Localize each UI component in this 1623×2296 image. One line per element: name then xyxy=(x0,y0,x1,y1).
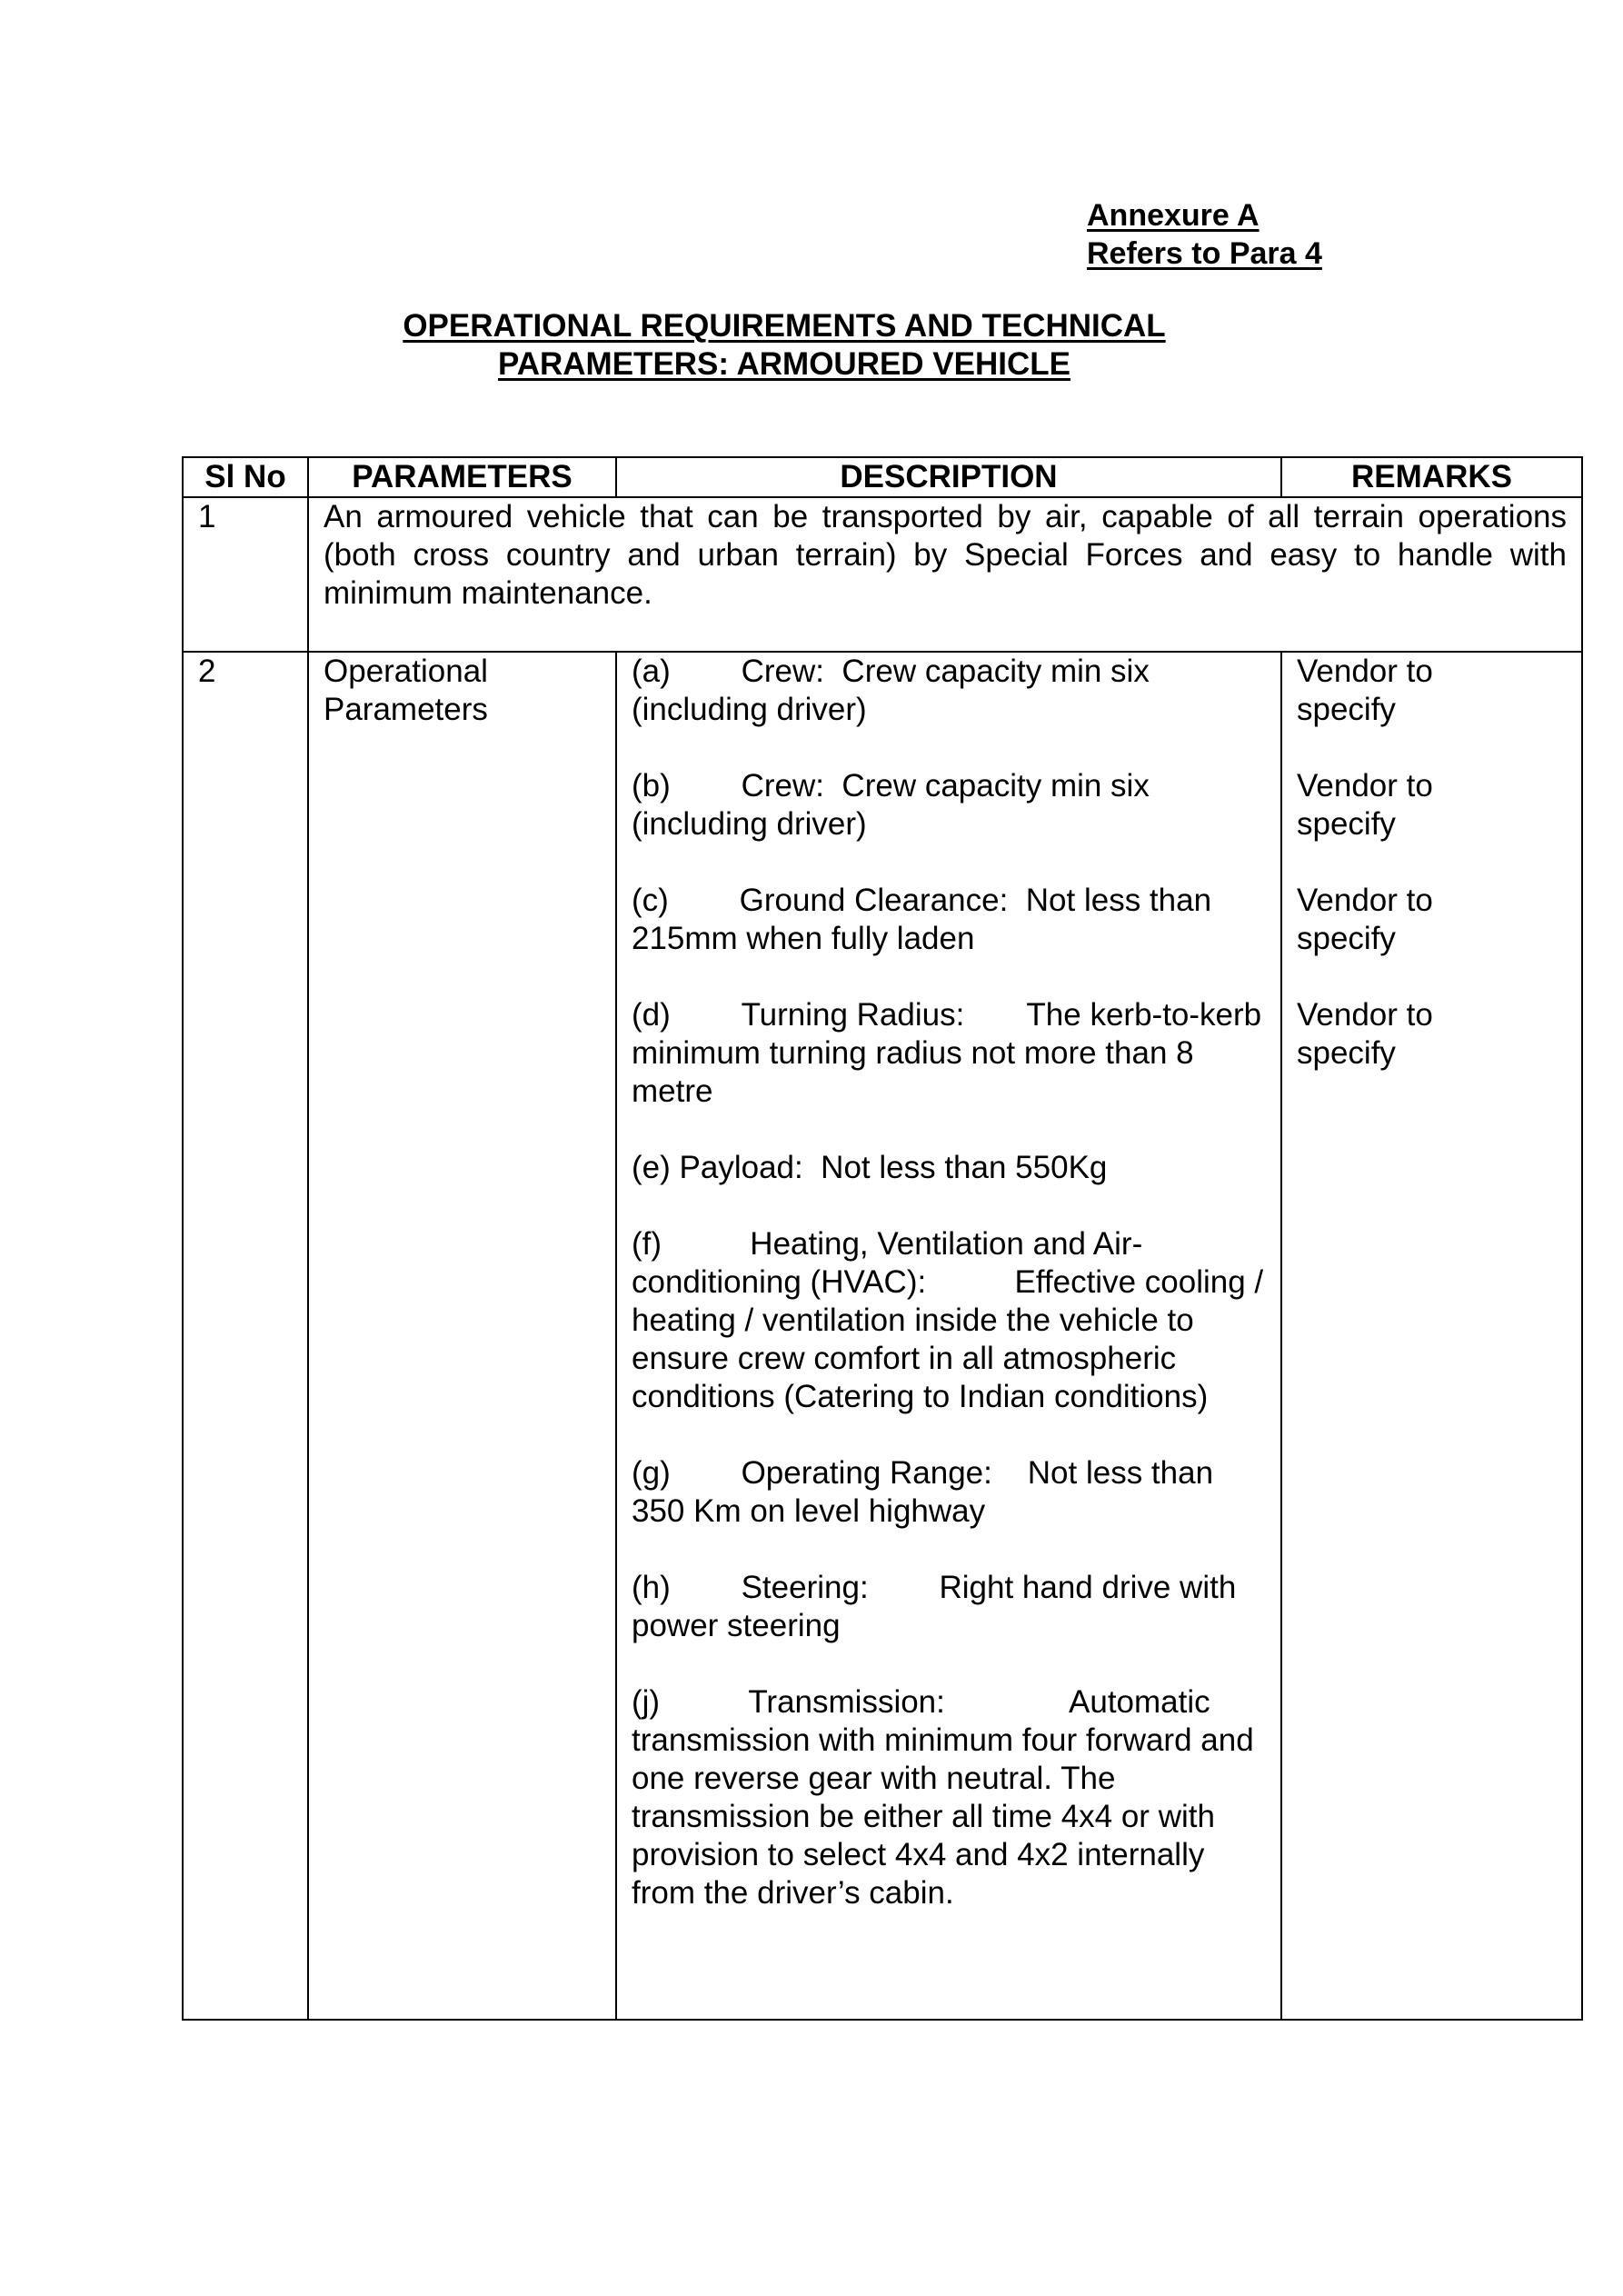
item-text: Operating Range: Not less than 350 Km on level highway xyxy=(632,1455,1214,1529)
description-item xyxy=(632,1569,1266,1645)
item-label: (a) xyxy=(632,654,671,689)
row1-sl-no: 1 xyxy=(183,497,308,652)
remark-item: Vendor to specify xyxy=(1297,654,1433,727)
header-parameters: PARAMETERS xyxy=(308,457,616,497)
document-title-line2: PARAMETERS: ARMOURED VEHICLE xyxy=(497,346,1071,382)
item-text: Turning Radius: The kerb-to-kerb minimum turning radius not more than 8 metre xyxy=(632,997,1262,1109)
item-label: (b) xyxy=(632,768,671,804)
remark-item: Vendor to specify xyxy=(1297,768,1433,842)
para-reference: Refers to Para 4 xyxy=(1087,236,1322,271)
remark-item: Vendor to specify xyxy=(1297,883,1433,956)
item-text: Crew: Crew capacity min six (including driver) xyxy=(632,768,1150,842)
item-label: (j) xyxy=(632,1684,661,1720)
item-text: Ground Clearance: Not less than 215mm when fully laden xyxy=(632,883,1212,956)
row2-description xyxy=(616,652,1281,2020)
description-item xyxy=(632,767,1266,844)
description-item xyxy=(632,1683,1266,1912)
description-item xyxy=(632,1149,1266,1187)
item-text: Payload: Not less than 550Kg xyxy=(679,1150,1108,1185)
table-header-row xyxy=(183,457,1582,497)
header-sl-no: Sl No xyxy=(183,457,308,497)
item-label: (e) xyxy=(632,1150,671,1185)
item-text: Heating, Ventilation and Air-conditioning (HVAC): Effective cooling / heating / ventilation inside the vehicle to ensure crew comfort in all atmospheric conditions (Catering to Indian conditions) xyxy=(632,1226,1264,1414)
document-title-line1: OPERATIONAL REQUIREMENTS AND TECHNICAL xyxy=(403,308,1166,344)
annexure-label: Annexure A xyxy=(1087,198,1260,233)
item-label: (f) xyxy=(632,1226,662,1262)
item-label: (h) xyxy=(632,1570,671,1605)
item-text: Steering: Right hand drive with power steering xyxy=(632,1570,1237,1643)
description-item xyxy=(632,1225,1266,1416)
header-remarks: REMARKS xyxy=(1281,457,1582,497)
header-description: DESCRIPTION xyxy=(616,457,1281,497)
row2-parameter-line1: Operational xyxy=(324,654,488,689)
item-label: (g) xyxy=(632,1455,671,1491)
table-row xyxy=(183,497,1582,652)
row1-intro-text: An armoured vehicle that can be transported by air, capable of all terrain operations (both cross country and urban terrain) by Special Forces and easy to handle with minimum maintenance. xyxy=(308,497,1582,652)
row2-parameter xyxy=(308,652,616,2020)
parameters-table xyxy=(182,456,1583,2021)
table-row xyxy=(183,652,1582,2020)
item-label: (d) xyxy=(632,997,671,1033)
annexure-reference xyxy=(1087,196,1322,273)
remark-item: Vendor to specify xyxy=(1297,997,1433,1071)
description-item xyxy=(632,996,1266,1111)
item-label: (c) xyxy=(632,883,669,918)
document-title xyxy=(0,307,1568,384)
description-item xyxy=(632,882,1266,958)
item-text: Crew: Crew capacity min six (including driver) xyxy=(632,654,1150,727)
item-text: Transmission: Automatic transmission with minimum four forward and one reverse gear with neutral. The transmission be either all time 4x4 or with provision to select 4x4 and 4x2 internally from the driver’s cabin. xyxy=(632,1684,1254,1911)
row2-remarks xyxy=(1281,652,1582,2020)
row2-sl-no: 2 xyxy=(183,652,308,2020)
description-item xyxy=(632,653,1266,729)
description-item xyxy=(632,1454,1266,1531)
row2-parameter-line2: Parameters xyxy=(324,692,488,727)
